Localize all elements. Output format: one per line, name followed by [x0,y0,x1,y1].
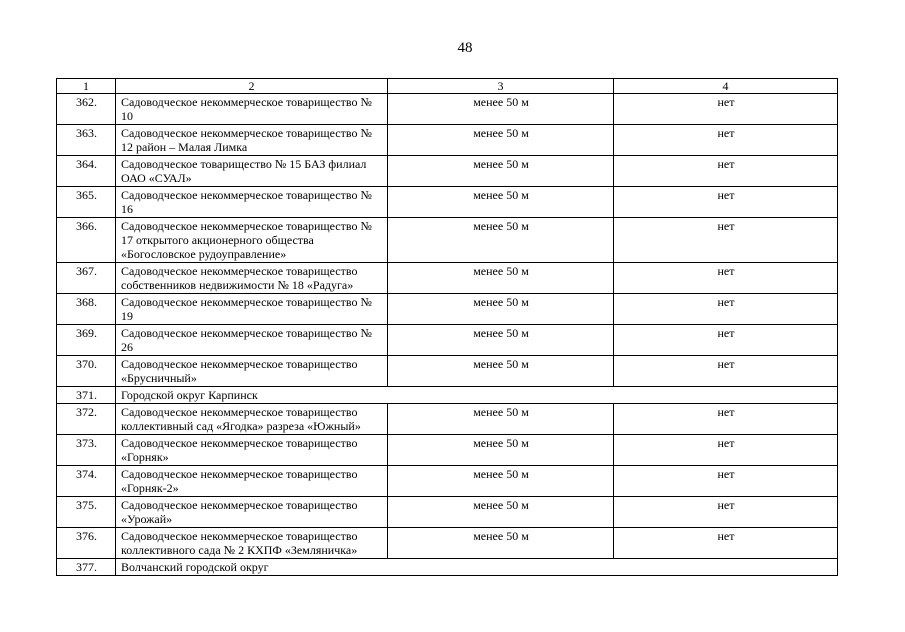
row-number: 370. [57,356,116,387]
status-cell: нет [614,187,838,218]
distance-cell: менее 50 м [388,187,614,218]
organization-name: Садоводческое некоммерческое товарищество № 26 [116,325,388,356]
table-header-row [57,79,838,94]
distance-cell: менее 50 м [388,356,614,387]
table-row [57,435,838,466]
row-number: 368. [57,294,116,325]
table-row [57,125,838,156]
table-row [57,294,838,325]
status-cell: нет [614,125,838,156]
status-cell: нет [614,356,838,387]
row-number: 362. [57,94,116,125]
row-number: 366. [57,218,116,263]
organization-name: Садоводческое некоммерческое товарищество собственников недвижимости № 18 «Радуга» [116,263,388,294]
distance-cell: менее 50 м [388,404,614,435]
table-row [57,325,838,356]
distance-cell: менее 50 м [388,435,614,466]
table-row [57,497,838,528]
organization-name: Садоводческое некоммерческое товарищество коллективный сад «Ягодка» разреза «Южный» [116,404,388,435]
table-row [57,187,838,218]
distance-cell: менее 50 м [388,125,614,156]
section-row [57,559,838,576]
organization-name: Садоводческое некоммерческое товарищество № 10 [116,94,388,125]
status-cell: нет [614,263,838,294]
distance-cell: менее 50 м [388,528,614,559]
status-cell: нет [614,435,838,466]
status-cell: нет [614,94,838,125]
row-number: 375. [57,497,116,528]
organization-name: Садоводческое некоммерческое товарищество № 16 [116,187,388,218]
organization-name: Садоводческое некоммерческое товарищество «Горняк-2» [116,466,388,497]
table-row [57,528,838,559]
distance-cell: менее 50 м [388,94,614,125]
organization-name: Садоводческое некоммерческое товарищество № 12 район – Малая Лимка [116,125,388,156]
status-cell: нет [614,325,838,356]
distance-cell: менее 50 м [388,325,614,356]
table-row [57,356,838,387]
distance-cell: менее 50 м [388,294,614,325]
row-number: 365. [57,187,116,218]
table-row [57,94,838,125]
organization-name: Садоводческое некоммерческое товарищество № 19 [116,294,388,325]
distance-cell: менее 50 м [388,466,614,497]
section-row [57,387,838,404]
row-number: 373. [57,435,116,466]
row-number: 369. [57,325,116,356]
page-number: 48 [457,40,473,56]
table-row [57,466,838,497]
status-cell: нет [614,294,838,325]
distance-cell: менее 50 м [388,218,614,263]
status-cell: нет [614,218,838,263]
row-number: 364. [57,156,116,187]
distance-cell: менее 50 м [388,497,614,528]
row-number: 374. [57,466,116,497]
row-number: 372. [57,404,116,435]
status-cell: нет [614,497,838,528]
section-title: Городской округ Карпинск [116,387,838,404]
organization-name: Садоводческое некоммерческое товарищество «Урожай» [116,497,388,528]
row-number: 371. [57,387,116,404]
table-row [57,263,838,294]
row-number: 367. [57,263,116,294]
section-title: Волчанский городской округ [116,559,838,576]
status-cell: нет [614,528,838,559]
column-header-1: 1 [57,79,116,94]
row-number: 377. [57,559,116,576]
status-cell: нет [614,466,838,497]
distance-cell: менее 50 м [388,156,614,187]
organization-name: Садоводческое некоммерческое товарищество «Горняк» [116,435,388,466]
data-table [56,78,838,576]
organization-name: Садоводческое товарищество № 15 БАЗ филиал ОАО «СУАЛ» [116,156,388,187]
row-number: 376. [57,528,116,559]
organization-name: Садоводческое некоммерческое товарищество коллективного сада № 2 КХПФ «Земляничка» [116,528,388,559]
table-row [57,156,838,187]
column-header-2: 2 [116,79,388,94]
status-cell: нет [614,156,838,187]
status-cell: нет [614,404,838,435]
table-row [57,218,838,263]
row-number: 363. [57,125,116,156]
organization-name: Садоводческое некоммерческое товарищество «Брусничный» [116,356,388,387]
organization-name: Садоводческое некоммерческое товарищество № 17 открытого акционерного общества «Богословское рудоуправление» [116,218,388,263]
column-header-4: 4 [614,79,838,94]
table-row [57,404,838,435]
table-body [57,94,838,576]
column-header-3: 3 [388,79,614,94]
distance-cell: менее 50 м [388,263,614,294]
